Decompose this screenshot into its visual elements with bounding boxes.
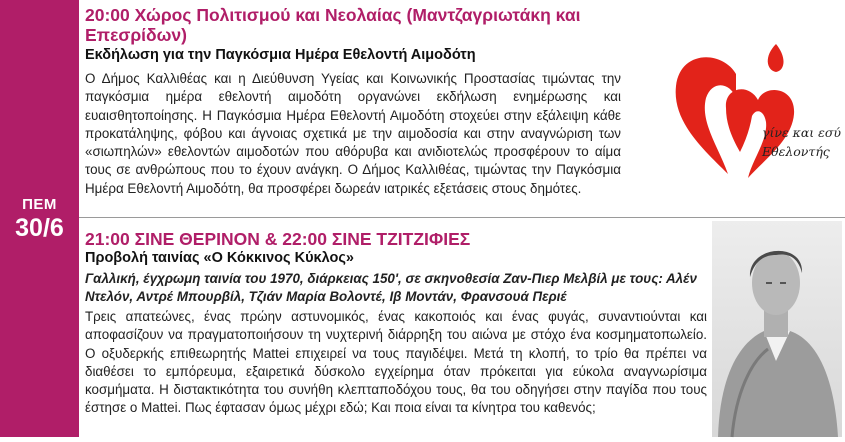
section-divider	[79, 217, 845, 218]
event1-time-place: 20:00 Χώρος Πολιτισμού και Νεολαίας (Μαντζαγριωτάκη και Επεσρίδων)	[85, 5, 581, 45]
film-still-photo	[712, 221, 842, 437]
event1-title: Εκδήλωση για την Παγκόσμια Ημέρα Εθελοντή Αιμοδότη	[85, 47, 476, 63]
logo-text-line1: γίνε και εσύ	[762, 125, 842, 140]
actor-portrait-icon	[712, 221, 842, 437]
heart-logo-icon	[660, 42, 842, 192]
event2-film-info: Γαλλική, έγχρωμη ταινία του 1970, διάρκειας 150', σε σκηνοθεσία Ζαν-Πιερ Μελβίλ με τους: Αλέν Ντελόν, Αντρέ Μπουρβίλ, Τζιάν Μαρία Βολοντέ, Ιβ Μοντάν, Φρανσουά Περιέ	[85, 271, 697, 305]
event2-title: Προβολή ταινίας «Ο Κόκκινος Κύκλος»	[85, 250, 354, 266]
event2-time-place: 21:00 ΣΙΝΕ ΘΕΡΙΝΟΝ & 22:00 ΣΙΝΕ ΤΖΙΤΖΙΦΙΕΣ	[85, 229, 471, 249]
blood-donor-logo	[660, 42, 842, 192]
logo-text-line2: Εθελοντής	[762, 144, 830, 159]
event2-body: Τρεις απατεώνες, ένας πρώην αστυνομικός, ένας κακοποιός και ένας φυγάς, συναντιούνται και αποφασίζουν να πραγματοποιήσουν τη νυχτερινή διάρρηξη του αιώνα με στόχο ένα κοσμηματοπωλείο. Ο οξυδερκής επιθεωρητής Mattei επιχειρεί να τους παγιδέψει. Μετά τη κλοπή, το τρίο θα πρέπει να διαθέσει το εμπόρευμα, εξαιρετικά δύσκολο εγχείρημα όταν πρόκειται για εύκολα αναγνωρίσιμα κοσμήματα. Η διστακτικότητα του συνήθη κλεπταποδόχου τους, θα του οδηγήσει στην παγίδα που τους έστησε ο Mattei. Πως έφτασαν όμως μέχρι εδώ; Και ποια είναι τα κίνητρα του καθενός;	[85, 309, 707, 416]
event1-body: Ο Δήμος Καλλιθέας και η Διεύθυνση Υγείας και Κοινωνικής Προστασίας τιμώντας την παγκόσμια ημέρα εθελοντή αιμοδότη οργανώνει εκδήλωση ενημέρωσης και ευαισθητοποίησης. Η Παγκόσμια Ημέρα Εθελοντή Αιμοδότη στοχεύει στην εξάλειψη κάθε προκατάληψης, φόβου και άγνοιας σχετικά με την αιμοδοσία και στην αναγνώριση των «σιωπηλών» εθελοντών αιμοδοτών που αθόρυβα και ανιδιοτελώς προσφέρουν το αίμα τους σε ανθρώπους που το έχουν ανάγκη. Ο Δήμος Καλλιθέας, τιμώντας την Παγκόσμια Ημέρα Εθελοντή Αιμοδότη, θα προσφέρει δωρεάν ιατρικές εξετάσεις στους δημότες.	[85, 71, 621, 196]
day-date: 30/6	[15, 214, 64, 242]
day-name: ΠΕΜ	[22, 196, 57, 213]
